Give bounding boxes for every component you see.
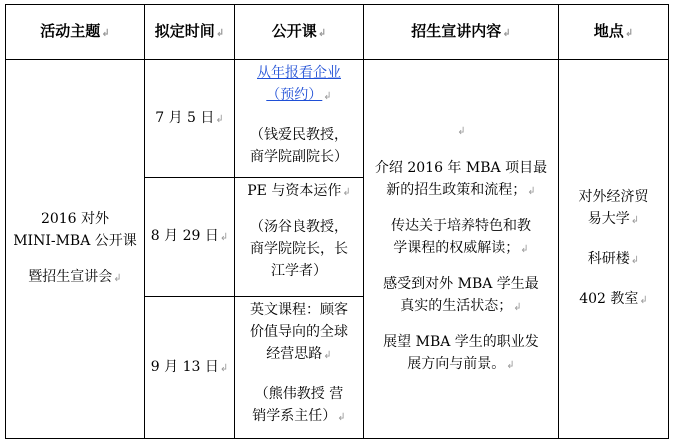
table-border-right bbox=[668, 4, 669, 439]
speaker-line: 商学院院长，长 bbox=[250, 241, 348, 257]
course-cell-3: 英文课程：顾客 价值导向的全球 经营思路↲ （熊伟教授 营 销学系主任）↲ bbox=[235, 297, 363, 438]
course-title: 价值导向的全球 bbox=[250, 324, 348, 340]
content-line: 展望 MBA 学生的职业发 bbox=[383, 334, 539, 350]
theme-line: 2016 对外 bbox=[40, 211, 110, 227]
header-content: 招生宣讲内容↲ bbox=[411, 21, 511, 40]
location-line: 402 教室 bbox=[579, 291, 639, 307]
content-line: 介绍 2016 年 MBA 项目最 bbox=[374, 160, 548, 176]
course-title: 英文课程：顾客 bbox=[250, 302, 348, 318]
theme-line: MINI-MBA 公开课 bbox=[13, 233, 137, 249]
course-title: 经营思路 bbox=[266, 346, 323, 362]
speaker-line: （钱爱民教授， bbox=[250, 127, 348, 143]
speaker-line: 销学系主任） bbox=[252, 408, 337, 424]
location-line: 对外经济贸 bbox=[578, 189, 649, 205]
header-theme: 活动主题↲ bbox=[40, 21, 110, 40]
content-cell: ↲ 介绍 2016 年 MBA 项目最 新的招生政策和流程；↲ 传达关于培养特色和教 学课程的权威解读；↲ 感受到对外 MBA 学生最 真实的生活状态；↲ 展望 MBA 学生的职业发 展方向与前景。↲ bbox=[374, 126, 548, 372]
course-title: PE 与资本运作 bbox=[247, 183, 342, 199]
course-cell-1: 从年报看企业 （预约）↲ （钱爱民教授， 商学院副院长） bbox=[235, 60, 363, 177]
header-location: 地点↲ bbox=[593, 21, 634, 40]
table-border-bottom bbox=[5, 438, 669, 439]
course-link-annual-report[interactable]: 从年报看企业 bbox=[257, 65, 341, 81]
location-cell: 对外经济贸 易大学↲ 科研楼↲ 402 教室↲ bbox=[559, 60, 668, 438]
content-line: 真实的生活状态； bbox=[400, 298, 513, 314]
theme-cell: 2016 对外 MINI-MBA 公开课 暨招生宣讲会↲ bbox=[6, 60, 144, 438]
speaker-line: 江学者） bbox=[271, 263, 327, 279]
session-date-3: 9 月 13 日↲ bbox=[150, 358, 229, 375]
header-date: 拟定时间↲ bbox=[154, 21, 225, 40]
location-line: 易大学 bbox=[587, 211, 630, 227]
content-line: 传达关于培养特色和教 bbox=[391, 218, 531, 234]
theme-line: 暨招生宣讲会 bbox=[28, 269, 113, 285]
content-line: 新的招生政策和流程； bbox=[386, 182, 527, 198]
header-course: 公开课↲ bbox=[271, 21, 327, 40]
content-line: 学课程的权威解读； bbox=[393, 240, 520, 256]
session-date-2: 8 月 29 日↲ bbox=[150, 228, 229, 244]
speaker-line: 商学院副院长） bbox=[250, 149, 348, 165]
location-line: 科研楼 bbox=[587, 251, 630, 267]
content-line: 展方向与前景。 bbox=[407, 356, 506, 372]
speaker-line: （汤谷良教授， bbox=[250, 219, 348, 235]
course-cell-2: PE 与资本运作↲ （汤谷良教授， 商学院院长，长 江学者） bbox=[235, 178, 363, 296]
course-link-reservation[interactable]: （预约） bbox=[266, 87, 323, 103]
speaker-line: （熊伟教授 营 bbox=[254, 386, 344, 402]
session-date-1: 7 月 5 日↲ bbox=[155, 109, 224, 126]
content-line: 感受到对外 MBA 学生最 bbox=[383, 276, 539, 292]
